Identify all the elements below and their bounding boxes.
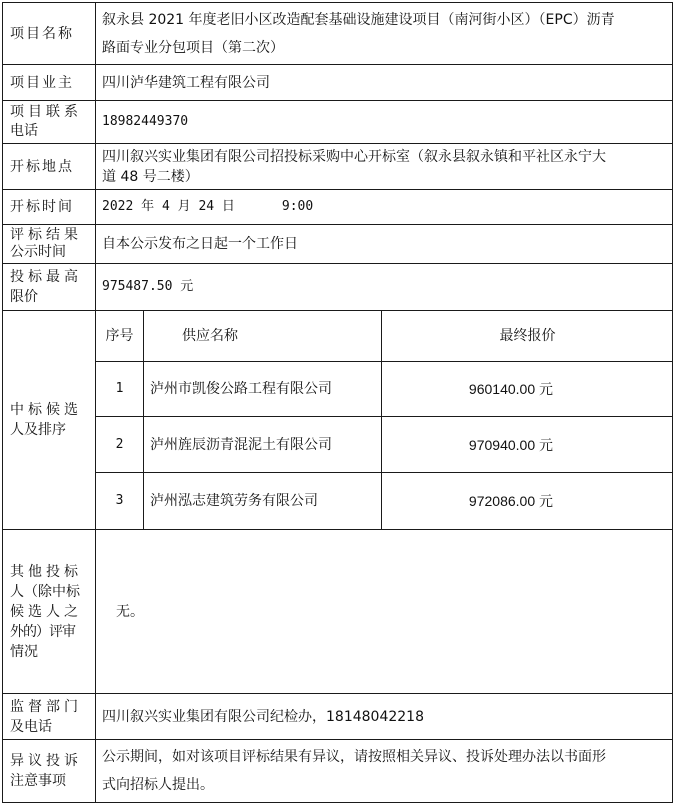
label-project-owner xyxy=(3,65,95,100)
header-price xyxy=(382,311,673,361)
supplier-text: 泸州市凯俊公路工程有限公司 xyxy=(150,381,332,397)
value-publicity-time xyxy=(96,225,673,263)
candidate-supplier xyxy=(144,362,381,416)
seq-text: 3 xyxy=(115,493,124,508)
label-other-bidders xyxy=(3,530,95,693)
label-line: 其他投标 xyxy=(10,563,82,580)
label-line: 情况 xyxy=(10,643,38,660)
candidate-seq xyxy=(96,362,143,416)
label-line: 投标最高 xyxy=(10,269,82,285)
candidate-supplier xyxy=(144,417,381,472)
candidate-price xyxy=(382,417,673,472)
label-line: 人（除中标 xyxy=(10,583,80,600)
value-contact-phone xyxy=(96,101,673,143)
label-bid-time xyxy=(3,190,95,224)
candidate-price xyxy=(382,362,673,416)
label-line: 公示时间 xyxy=(10,244,66,260)
value-line: 式向招标人提出。 xyxy=(102,777,214,793)
label-line: 限价 xyxy=(10,289,38,305)
price-text: 970940.00 元 xyxy=(468,436,553,453)
label-text: 项目业主 xyxy=(10,74,74,91)
candidate-seq xyxy=(96,473,143,529)
price-text: 972086.00 元 xyxy=(468,493,553,509)
candidate-price xyxy=(382,473,673,529)
label-bid-location xyxy=(3,144,95,189)
value-project-owner xyxy=(96,65,673,100)
label-line: 电话 xyxy=(10,123,38,139)
value-line: 道 48 号二楼） xyxy=(102,168,199,185)
header-text: 供应名称 xyxy=(182,328,238,344)
header-text: 序号 xyxy=(105,328,134,344)
candidate-seq xyxy=(96,417,143,472)
label-line: 人及排序 xyxy=(10,422,66,438)
label-line: 外的）评审 xyxy=(10,623,75,640)
value-max-price xyxy=(96,264,673,310)
seq-text: 2 xyxy=(115,436,124,452)
label-text: 项目名称 xyxy=(10,25,74,42)
label-text: 开标地点 xyxy=(10,158,74,175)
header-supplier xyxy=(144,311,381,361)
label-publicity-time xyxy=(3,225,95,263)
supplier-text: 泸州泓志建筑劳务有限公司 xyxy=(150,493,318,509)
label-line: 监督部门 xyxy=(10,698,82,715)
label-candidates xyxy=(3,311,95,529)
header-seq xyxy=(96,311,143,361)
label-project-name xyxy=(3,3,95,64)
value-bid-location xyxy=(96,144,673,189)
project-name-line1: 叙永县 2021 年度老旧小区改造配套基础设施建设项目（南河街小区）（EPC）沥青 xyxy=(102,11,615,28)
value-text: 2022 年 4 月 24 日 9:00 xyxy=(102,199,314,214)
value-text: 四川叙兴实业集团有限公司纪检办，18148042218 xyxy=(102,708,424,725)
value-line: 四川叙兴实业集团有限公司招投标采购中心开标室（叙永县叙永镇和平社区永宁大 xyxy=(102,148,606,165)
value-text: 无。 xyxy=(116,603,144,620)
value-text: 四川泸华建筑工程有限公司 xyxy=(102,74,270,91)
header-text: 最终报价 xyxy=(499,328,556,344)
value-text: 自本公示发布之日起一个工作日 xyxy=(102,236,298,252)
label-line: 中标候选 xyxy=(10,402,82,418)
label-supervision xyxy=(3,694,95,739)
seq-text: 1 xyxy=(115,381,124,396)
label-line: 异议投诉 xyxy=(10,753,82,769)
price-text: 960140.00 元 xyxy=(468,381,553,397)
label-objection xyxy=(3,740,95,802)
value-line: 公示期间，如对该项目评标结果有异议，请按照相关异议、投诉处理办法以书面形 xyxy=(102,749,606,765)
value-project-name xyxy=(96,3,673,64)
value-other-bidders xyxy=(96,530,673,693)
candidate-supplier xyxy=(144,473,381,529)
label-max-price xyxy=(3,264,95,310)
label-line: 注意事项 xyxy=(10,773,66,789)
label-text: 开标时间 xyxy=(10,199,74,215)
project-name-line2: 路面专业分包项目（第二次） xyxy=(102,39,284,56)
label-line: 项目联系 xyxy=(10,104,82,120)
value-text: 975487.50 元 xyxy=(102,279,194,294)
value-text: 18982449370 xyxy=(102,114,189,129)
label-line: 候选人之 xyxy=(10,603,82,620)
label-line: 及电话 xyxy=(10,718,52,735)
label-line: 评标结果 xyxy=(10,227,82,243)
supplier-text: 泸州旌辰沥青混泥土有限公司 xyxy=(150,436,332,453)
value-supervision xyxy=(96,694,673,739)
value-objection xyxy=(96,740,673,802)
label-contact-phone xyxy=(3,101,95,143)
value-bid-time xyxy=(96,190,673,224)
